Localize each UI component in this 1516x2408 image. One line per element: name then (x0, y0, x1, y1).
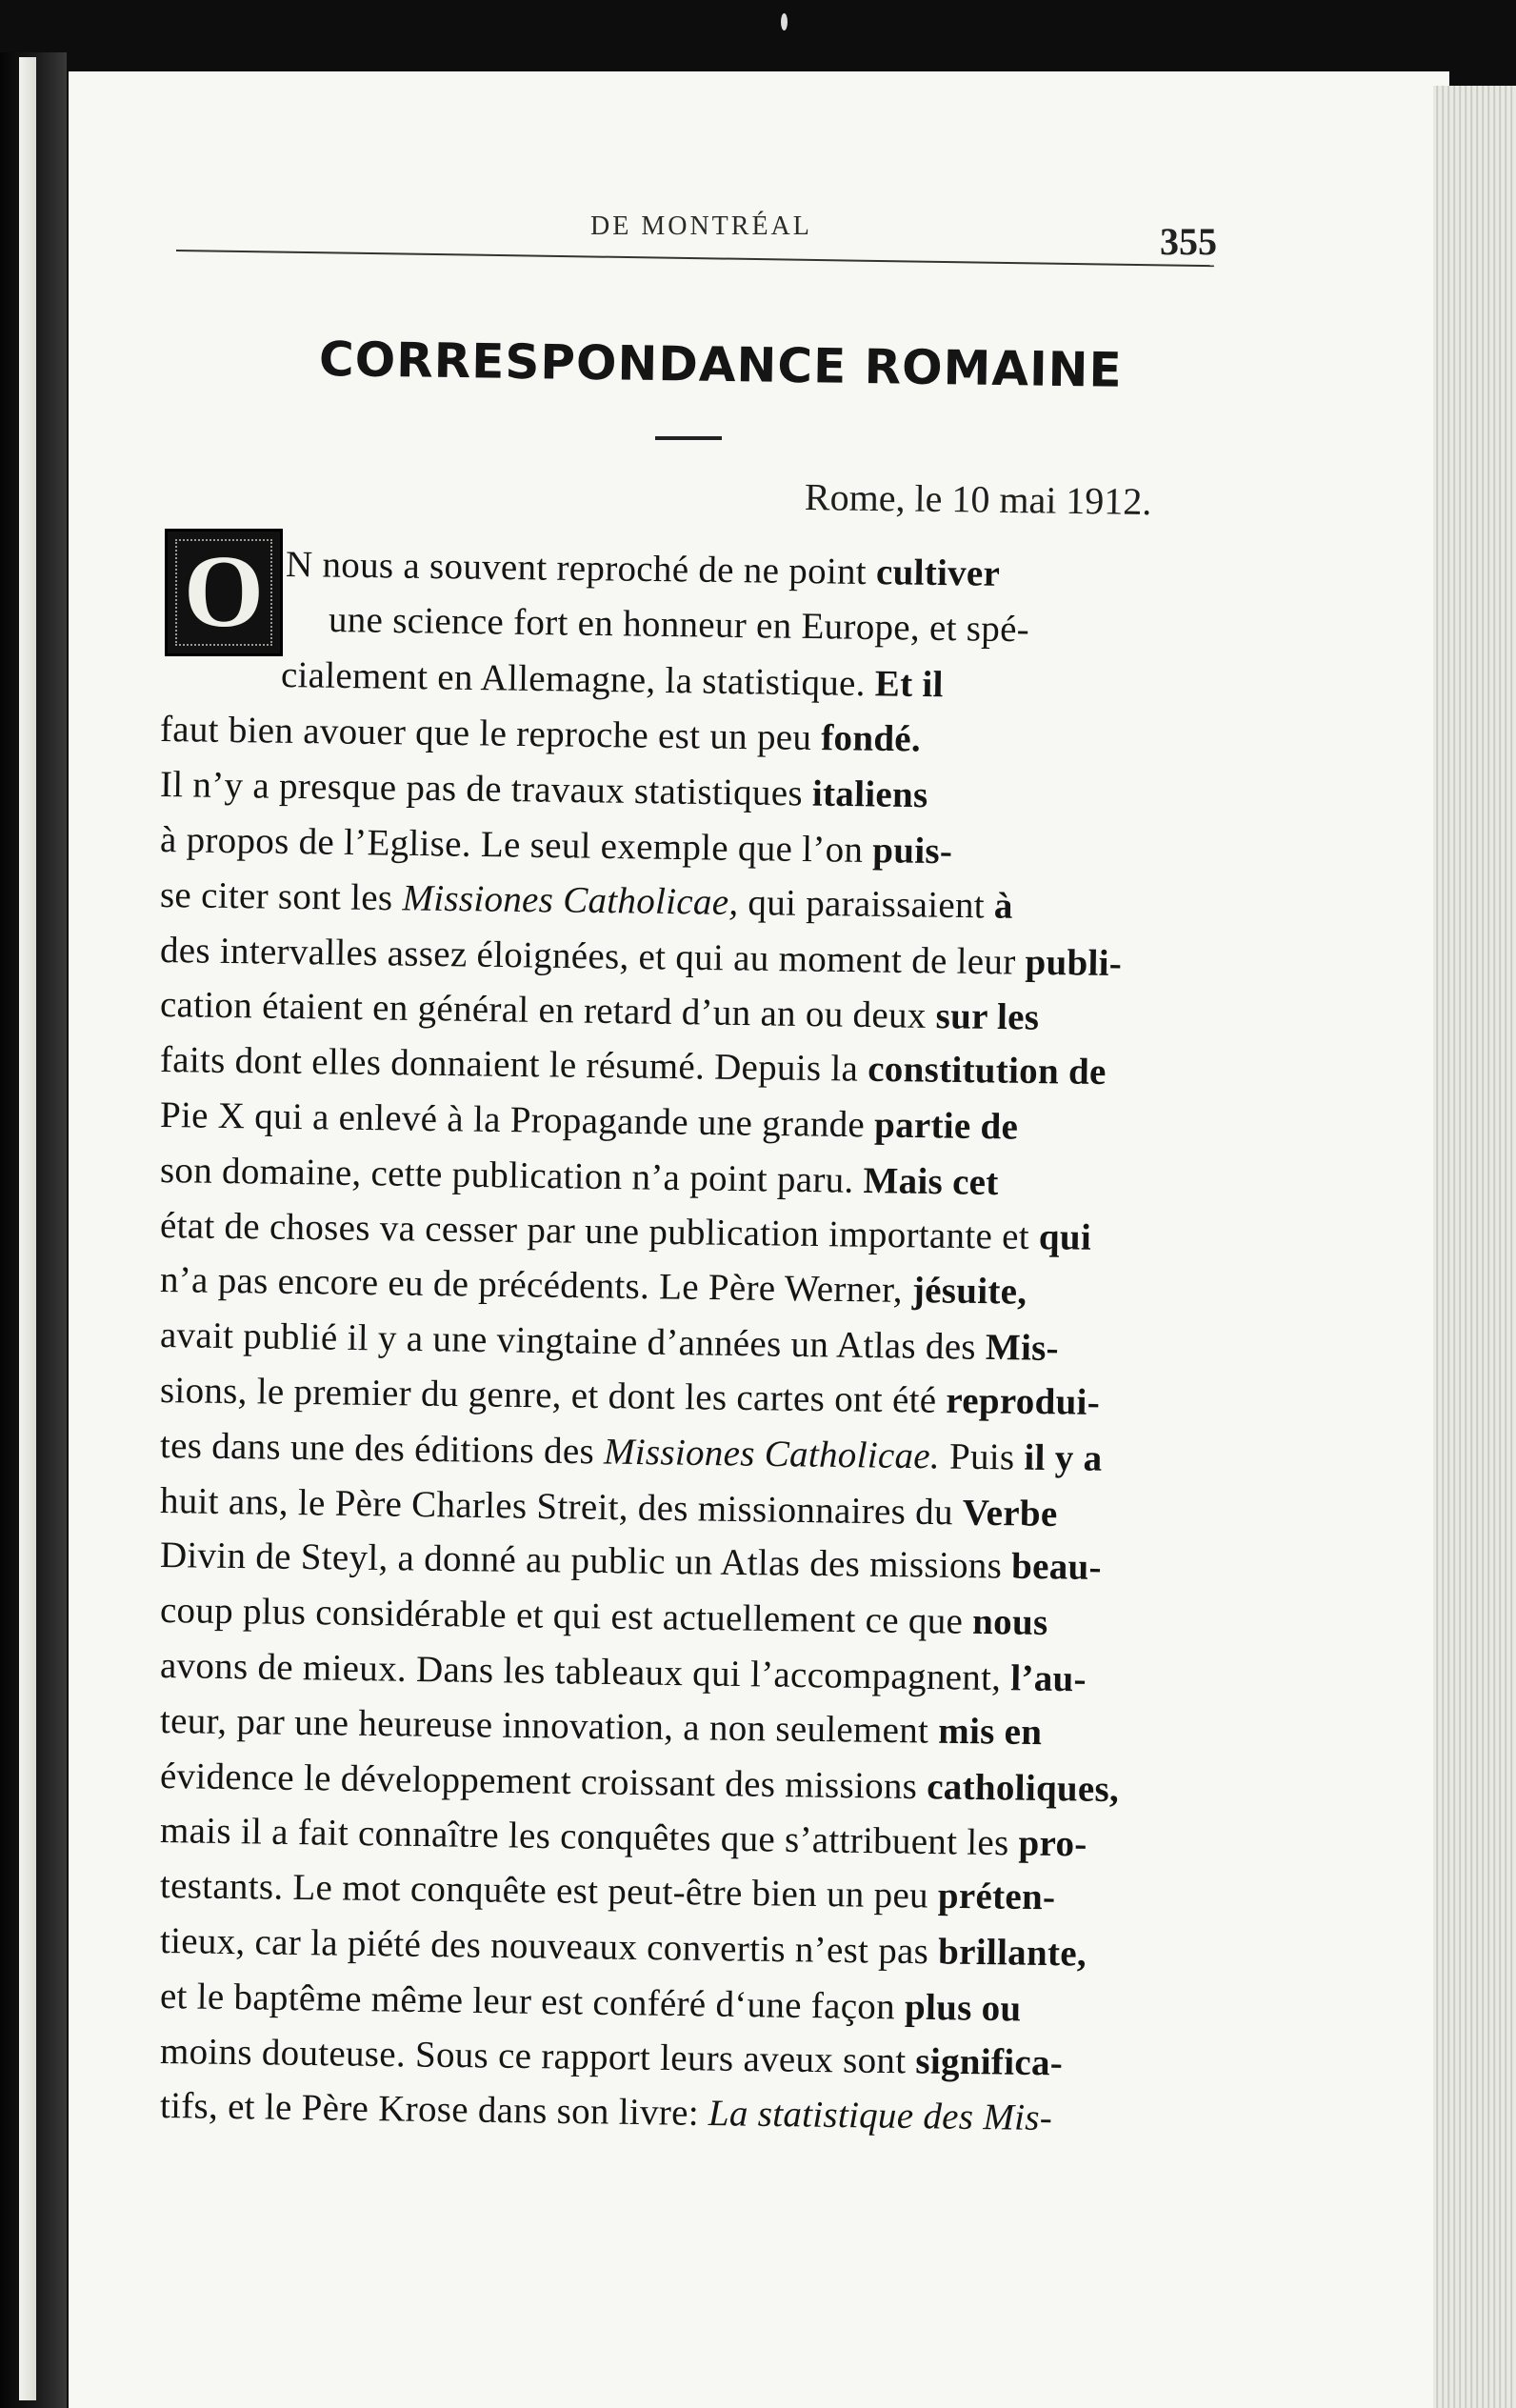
bold-text: brillante, (937, 1931, 1087, 1975)
text-run: cation étaient en général en retard d’un an ou deux (159, 984, 936, 1037)
text-run: sions, le premier du genre, et dont les cartes ont été (159, 1370, 947, 1421)
text-run: tieux, car la piété des nouveaux convertis n’est pas (159, 1920, 939, 1973)
text-run: n’a pas encore eu de précédents. Le Père Werner, (159, 1259, 913, 1312)
dateline: Rome, le 10 mai 1912. (804, 475, 1152, 524)
text-run: son domaine, cette publication n’a point paru. (159, 1149, 864, 1201)
text-run: et le baptême même leur est conféré d‘une façon (159, 1975, 906, 2028)
bold-text: mis en (937, 1710, 1043, 1753)
text-run: Divin de Steyl, a donné au public un Atlas des missions (159, 1535, 1012, 1588)
article-title: CORRESPONDANCE ROMAINE (318, 331, 1124, 398)
page-number: 355 (1160, 220, 1217, 263)
text-run: Pie X qui a enlevé à la Propagande une grande (159, 1094, 875, 1146)
bold-text: Mais cet (863, 1159, 999, 1203)
bold-text: nous (971, 1601, 1048, 1644)
text-run: tes dans une des éditions des (159, 1424, 605, 1473)
text-run: moins douteuse. Sous ce rapport leurs aveux sont (159, 2030, 916, 2081)
text-run: une science fort en honneur en Europe, et spé- (328, 598, 1030, 651)
italic-text: Missiones Catholicae. (603, 1431, 941, 1477)
text-run: huit ans, le Père Charles Streit, des missionnaires du (159, 1479, 964, 1534)
bold-text: Verbe (962, 1492, 1058, 1535)
text-run: évidence le développement croissant des missions (159, 1755, 928, 1807)
bold-text: reprodui- (946, 1379, 1101, 1423)
bold-text: il y a (1024, 1436, 1103, 1479)
text-run: avons de mieux. Dans les tableaux qui l’accompagnent, (159, 1645, 1011, 1699)
text-run: coup plus considérable et qui est actuellement ce que (159, 1590, 973, 1643)
text-run: N nous a souvent reproché de ne point (285, 544, 877, 593)
scan-speck (781, 13, 788, 30)
text-run: qui paraissaient (738, 881, 995, 927)
bold-text: significa- (915, 2039, 1064, 2084)
bold-text: fondé. (821, 717, 922, 760)
bold-text: plus ou (904, 1986, 1022, 2030)
bold-text: cultiver (875, 552, 1001, 594)
bold-text: catholiques, (926, 1765, 1120, 1810)
italic-text: La statistique des Mis- (708, 2093, 1053, 2139)
text-run: testants. Le mot conquête est peut-être bien un peu (159, 1865, 939, 1916)
drop-cap-ornament: O (165, 529, 283, 656)
bold-text: l’au- (1010, 1657, 1087, 1700)
italic-text: Missiones Catholicae, (402, 877, 739, 923)
title-rule (655, 436, 722, 440)
text-run: à propos de l’Eglise. Le seul exemple que l’on (159, 819, 873, 872)
bold-text: qui (1038, 1215, 1092, 1258)
bold-text: beau- (1010, 1546, 1103, 1589)
running-head: DE MONTRÉAL (590, 211, 812, 241)
text-run: se citer sont les (159, 873, 403, 919)
text-run: faits dont elles donnaient le résumé. Depuis la (159, 1039, 868, 1090)
text-run: cialement en Allemagne, la statistique. (280, 653, 876, 704)
text-run: avait publié il y a une vingtaine d’années un Atlas des (159, 1314, 987, 1369)
bold-text: Mis- (985, 1327, 1060, 1370)
bold-text: à (993, 885, 1014, 927)
text-run: des intervalles assez éloignées, et qui au moment de leur (159, 929, 1026, 983)
text-run: teur, par une heureuse innovation, a non seulement (159, 1699, 939, 1752)
bold-text: italiens (811, 773, 928, 816)
text-run: Il n’y a presque pas de travaux statistiques (159, 764, 813, 814)
text-run: Puis (939, 1435, 1025, 1478)
text-run: mais il a fait connaître les conquêtes que s’attribuent les (159, 1810, 1019, 1864)
bold-text: partie de (873, 1104, 1019, 1148)
page-stack-edges (1433, 86, 1516, 2408)
bold-text: constitution de (867, 1048, 1107, 1094)
previous-page-edge (19, 57, 36, 2400)
text-run: tifs, et le Père Krose dans son livre: (159, 2085, 709, 2135)
bold-text: préten- (937, 1875, 1056, 1918)
bold-text: publi- (1025, 941, 1123, 984)
bold-text: Et il (874, 662, 945, 705)
bold-text: jésuite, (911, 1270, 1027, 1314)
bold-text: puis- (871, 830, 953, 873)
text-run: faut bien avouer que le reproche est un peu (159, 709, 822, 759)
text-run: état de choses va cesser par une publication importante et (159, 1204, 1040, 1257)
bold-text: sur les (935, 995, 1040, 1039)
bold-text: pro- (1018, 1822, 1087, 1865)
